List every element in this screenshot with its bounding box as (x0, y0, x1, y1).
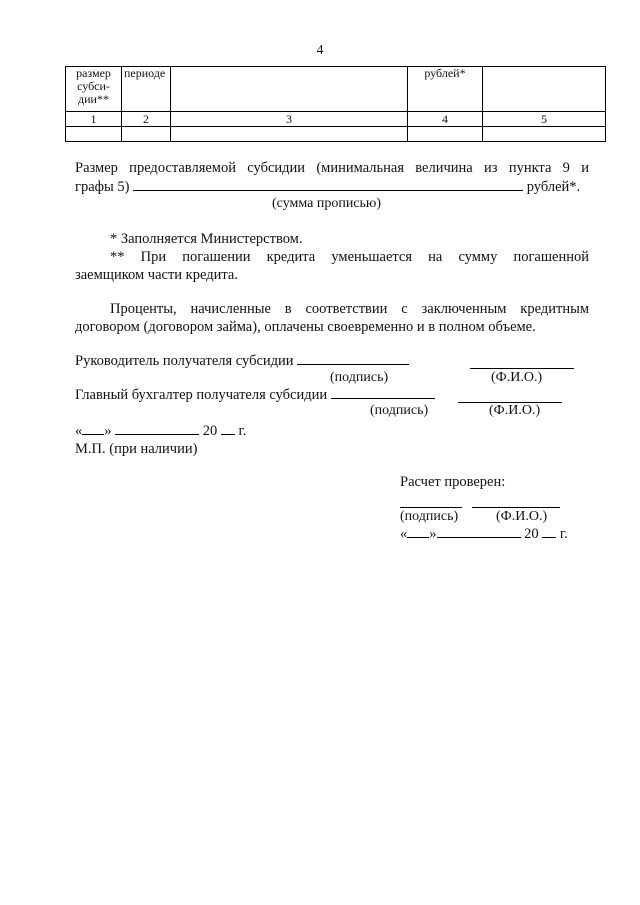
check-date-month-field[interactable] (437, 537, 521, 538)
accountant-signature-caption: (подпись) (370, 403, 429, 418)
table-cell: 5 (483, 112, 606, 127)
check-signature-caption: (подпись) (400, 509, 459, 524)
table-header-cell (171, 67, 408, 112)
table-empty-row (66, 127, 606, 142)
table-cell: 3 (171, 112, 408, 127)
date-year-prefix: 20 (202, 423, 218, 439)
table-cell (66, 127, 122, 142)
table-cell (483, 127, 606, 142)
check-title: Расчет проверен: (400, 474, 506, 490)
date-day-field[interactable] (82, 434, 104, 435)
check-name-caption: (Ф.И.О.) (496, 509, 548, 524)
accountant-label: Главный бухгалтер получателя субсидии (75, 387, 328, 403)
note-ministry: * Заполняется Министерством. (110, 231, 303, 247)
subsidy-table (65, 66, 606, 142)
accountant-name-field[interactable] (458, 386, 562, 403)
subsidy-line-1: Размер предоставляемой субсидии (минимальная величина из пункта 9 и (75, 160, 589, 176)
table-cell (408, 127, 483, 142)
interest-line-1: Проценты, начисленные в соответствии с заключенным кредитным (110, 301, 589, 317)
head-signature-row (75, 352, 409, 371)
table-header-cell: рублей* (408, 67, 483, 112)
note-repayment-line-2: заемщиком части кредита. (75, 267, 238, 283)
check-date-open-quote: « (400, 526, 408, 542)
check-signature-field[interactable] (400, 493, 462, 508)
head-label: Руководитель получателя субсидии (75, 353, 294, 369)
table-number-row (66, 112, 606, 127)
check-date-year-prefix: 20 (524, 526, 539, 542)
date-year-field[interactable] (221, 434, 235, 435)
table-header-row (66, 67, 606, 112)
table-cell: 2 (122, 112, 171, 127)
date-close-quote: » (104, 423, 112, 439)
table-header-cell: размер субси-дии** (66, 67, 122, 112)
date-month-field[interactable] (115, 434, 199, 435)
table-header-cell (483, 67, 606, 112)
subsidy-line-2-end: рублей*. (526, 179, 581, 195)
check-date-day-field[interactable] (407, 537, 429, 538)
table-cell: 4 (408, 112, 483, 127)
amount-words-caption: (сумма прописью) (272, 196, 382, 211)
head-name-caption: (Ф.И.О.) (491, 370, 543, 385)
note-repayment-line-1: ** При погашении кредита уменьшается на сумму погашенной (110, 249, 589, 265)
accountant-name-caption: (Ф.И.О.) (489, 403, 541, 418)
check-date-year-field[interactable] (542, 537, 556, 538)
head-signature-caption: (подпись) (330, 370, 389, 385)
date-suffix: г. (238, 423, 247, 439)
table-cell (171, 127, 408, 142)
date-row (75, 422, 246, 441)
subsidy-line-2-start: графы 5) (75, 179, 130, 195)
check-name-field[interactable] (472, 493, 560, 508)
head-signature-field[interactable] (297, 364, 409, 365)
check-date-suffix: г. (559, 526, 568, 542)
check-date-close-quote: » (429, 526, 437, 542)
amount-words-field[interactable] (133, 190, 523, 191)
accountant-signature-field[interactable] (331, 398, 435, 399)
stamp-note: М.П. (при наличии) (75, 441, 198, 457)
date-open-quote: « (75, 423, 83, 439)
subsidy-line-2 (75, 178, 580, 197)
table-cell (122, 127, 171, 142)
head-name-field[interactable] (470, 352, 574, 369)
table-cell: 1 (66, 112, 122, 127)
page-number: 4 (316, 43, 324, 58)
interest-line-2: договором (договором займа), оплачены своевременно и в полном объеме. (75, 319, 536, 335)
table-header-cell: периоде (122, 67, 171, 112)
check-date-row (400, 525, 568, 544)
